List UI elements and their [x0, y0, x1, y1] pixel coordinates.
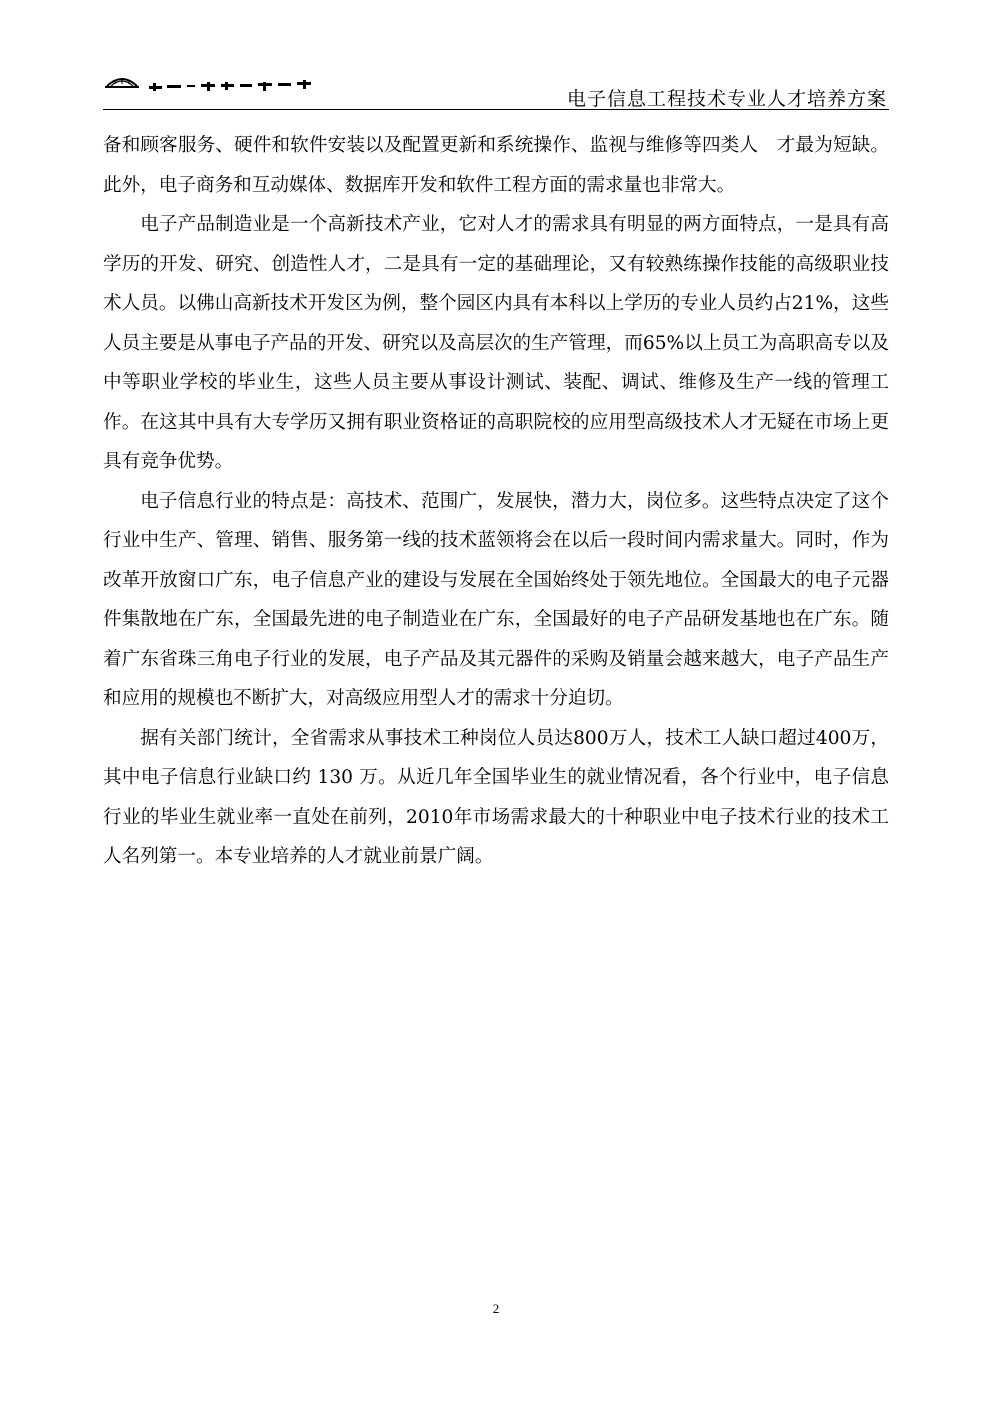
page-number: 2 [492, 1301, 500, 1316]
paragraph-continued: 备和顾客服务、硬件和软件安装以及配置更新和系统操作、监视与维修等四类人 才最为短缺。此外，电子商务和互动媒体、数据库开发和软件工程方面的需求量也非常大。 [103, 135, 889, 196]
page-header [103, 72, 889, 112]
document-body [103, 126, 889, 877]
document-title: 电子信息工程技术专业人才培养方案 [566, 88, 887, 110]
header-divider [103, 109, 889, 110]
paragraph-statistics: 据有关部门统计，全省需求从事技术工种岗位人员达800万人，技术工人缺口超过400万，其中电子信息行业缺口约 130 万。从近几年全国毕业生的就业情况看，各个行业中，电子信息行业的毕业生就业率一直处在前列，2010年市场需求最大的十种职业中电子技术行业的技术工人名列第一。本专业培养的人才就业前景广阔。 [103, 727, 889, 867]
paragraph-industry-features: 电子信息行业的特点是：高技术、范围广，发展快，潜力大，岗位多。这些特点决定了这个行业中生产、管理、销售、服务第一线的技术蓝领将会在以后一段时间内需求量大。同时，作为改革开放窗口广东，电子信息产业的建设与发展在全国始终处于领先地位。全国最大的电子元器件集散地在广东，全国最先进的电子制造业在广东，全国最好的电子产品研发基地也在广东。随着广东省珠三角电子行业的发展，电子产品及其元器件的采购及销量会越来越大，电子产品生产和应用的规模也不断扩大，对高级应用型人才的需求十分迫切。 [103, 490, 889, 709]
paragraph-manufacturing: 电子产品制造业是一个高新技术产业，它对人才的需求具有明显的两方面特点，一是具有高学历的开发、研究、创造性人才，二是具有一定的基础理论，又有较熟练操作技能的高级职业技术人员。以佛山高新技术开发区为例，整个园区内具有本科以上学历的专业人员约占21%，这些人员主要是从事电子产品的开发、研究以及高层次的生产管理，而65%以上员工为高职高专以及中等职业学校的毕业生，这些人员主要从事设计测试、装配、调试、维修及生产一线的管理工作。在这其中具有大专学历又拥有职业资格证的高职院校的应用型高级技术人才无疑在市场上更具有竞争优势。 [103, 214, 889, 472]
school-seal-logo-icon [103, 72, 323, 94]
